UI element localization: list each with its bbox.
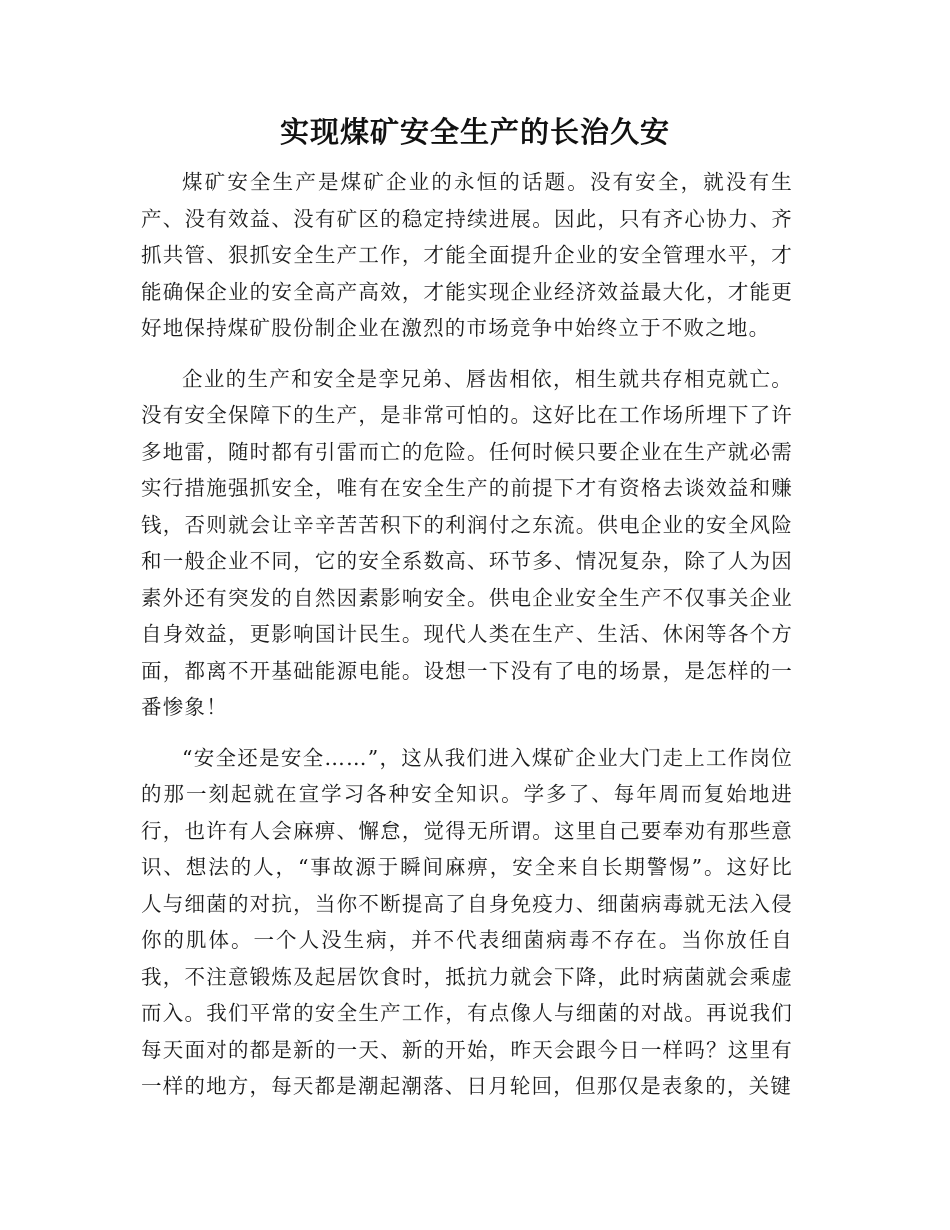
- document-body: [141, 164, 793, 1105]
- document-title: 实现煤矿安全生产的长治久安: [279, 115, 670, 149]
- paragraph-1: 煤矿安全生产是煤矿企业的永恒的话题。没有安全，就没有生产、没有效益、没有矿区的稳定持续进展。因此，只有齐心协力、齐抓共管、狠抓安全生产工作，才能全面提升企业的安全管理水平，才能确保企业的安全高产高效，才能实现企业经济效益最大化，才能更好地保持煤矿股份制企业在激烈的市场竞争中始终立于不败之地。: [141, 170, 793, 340]
- paragraph-3: “安全还是安全……”，这从我们进入煤矿企业大门走上工作岗位的那一刻起就在宣学习各种安全知识。学多了、每年周而复始地进行，也许有人会麻痹、懈怠，觉得无所谓。这里自己要奉劝有那些意识、想法的人，“事故源于瞬间麻痹，安全来自长期警惕”。这好比人与细菌的对抗，当你不断提高了自身免疫力、细菌病毒就无法入侵你的肌体。一个人没生病，并不代表细菌病毒不存在。当你放任自我，不注意锻炼及起居饮食时，抵抗力就会下降，此时病菌就会乘虚而入。我们平常的安全生产工作，有点像人与细菌的对战。再说我们每天面对的都是新的一天、新的开始，昨天会跟今日一样吗？这里有一样的地方，每天都是潮起潮落、日月轮回，但那仅是表象的，关键: [141, 745, 793, 1098]
- paragraph-2: 企业的生产和安全是孪兄弟、唇齿相依，相生就共存相克就亡。没有安全保障下的生产，是非常可怕的。这好比在工作场所埋下了许多地雷，随时都有引雷而亡的危险。任何时候只要企业在生产就必需实行措施强抓安全，唯有在安全生产的前提下才有资格去谈效益和赚钱，否则就会让辛辛苦苦积下的利润付之东流。供电企业的安全风险和一般企业不同，它的安全系数高、环节多、情况复杂，除了人为因素外还有突发的自然因素影响安全。供电企业安全生产不仅事关企业自身效益，更影响国计民生。现代人类在生产、生活、休闲等各个方面，都离不开基础能源电能。设想一下没有了电的场景，是怎样的一番惨象！: [141, 366, 793, 719]
